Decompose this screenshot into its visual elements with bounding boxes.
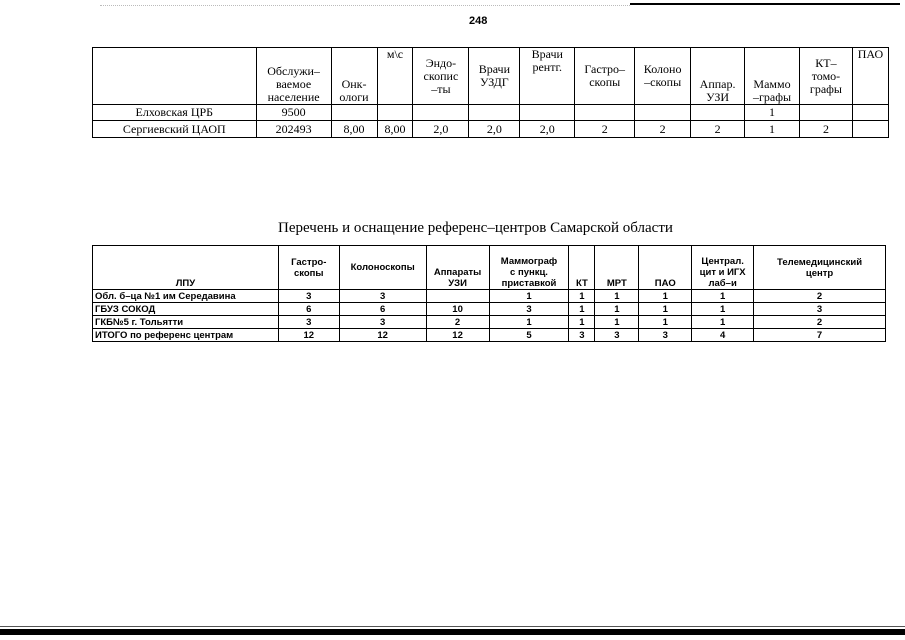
table2-cell: 1 [489, 290, 569, 303]
table2-cell: 7 [754, 329, 886, 342]
table2-cell [426, 290, 489, 303]
table-row [93, 290, 886, 303]
table1-cell: 2 [635, 121, 691, 138]
staff-equipment-table [92, 47, 889, 138]
table1-cell: 1 [745, 121, 800, 138]
table2-cell: 6 [278, 303, 339, 316]
table1-cell [575, 105, 635, 121]
table2-cell: ГБУЗ СОКОД [93, 303, 279, 316]
table1-cell: 202493 [256, 121, 331, 138]
table2-cell: 3 [569, 329, 595, 342]
top-rule [630, 3, 900, 5]
bottom-rule [0, 629, 905, 635]
table-row [93, 105, 889, 121]
table1-header-cell [93, 48, 257, 105]
bottom-rule-thin [0, 626, 905, 627]
table2-cell: 1 [692, 290, 754, 303]
table2-cell: 3 [489, 303, 569, 316]
top-rule-dotted [100, 5, 630, 6]
table1-cell [469, 105, 520, 121]
table1-cell: 2,0 [469, 121, 520, 138]
table1-cell: 2 [799, 121, 852, 138]
table2-cell: 1 [489, 316, 569, 329]
table1-cell [331, 105, 377, 121]
table2-cell: 6 [339, 303, 426, 316]
table1-header-cell: Врачи рентг. [520, 48, 575, 105]
table1-cell: 8,00 [377, 121, 413, 138]
table2-header-cell: Гастро- скопы [278, 246, 339, 290]
table1-cell [691, 105, 745, 121]
table2-cell: ГКБ№5 г. Тольятти [93, 316, 279, 329]
table1-header-cell: м\с [377, 48, 413, 105]
table1-cell: Сергиевский ЦАОП [93, 121, 257, 138]
reference-centers-title: Перечень и оснащение референс–центров Самарской области [278, 220, 673, 236]
table2-cell: ИТОГО по референс центрам [93, 329, 279, 342]
table1-cell: 8,00 [331, 121, 377, 138]
table1-cell [635, 105, 691, 121]
table2-cell: 4 [692, 329, 754, 342]
table2-cell: 1 [595, 303, 639, 316]
table1-header-cell: ПАО [852, 48, 888, 105]
table2-cell: 1 [692, 303, 754, 316]
table1-cell [377, 105, 413, 121]
table2-cell: 2 [426, 316, 489, 329]
table2-cell: 1 [692, 316, 754, 329]
table2-cell: 3 [339, 316, 426, 329]
table2-header-cell: ЛПУ [93, 246, 279, 290]
table-total-row [93, 329, 886, 342]
reference-centers-table [92, 245, 886, 342]
table2-header-cell: КТ [569, 246, 595, 290]
table2-cell: 3 [639, 329, 692, 342]
table1-header-cell: Врачи УЗДГ [469, 48, 520, 105]
table2-cell: 1 [569, 290, 595, 303]
table1-cell [520, 105, 575, 121]
table2-header-cell: Телемедицинский центр [754, 246, 886, 290]
table2-header-cell: ПАО [639, 246, 692, 290]
table2-header-cell: Аппараты УЗИ [426, 246, 489, 290]
table2-cell: 12 [339, 329, 426, 342]
table1-header-row [93, 48, 889, 105]
table1-header-cell: КТ– томо- графы [799, 48, 852, 105]
table2-cell: 1 [595, 316, 639, 329]
table2-cell: 1 [639, 316, 692, 329]
table2-header-cell: Колоноскопы [339, 246, 426, 290]
table2-header-cell: Централ. цит и ИГХ лаб–и [692, 246, 754, 290]
table2-header-cell: МРТ [595, 246, 639, 290]
table2-cell: Обл. б–ца №1 им Середавина [93, 290, 279, 303]
page-number: 248 [469, 15, 488, 27]
table1-header-cell: Аппар. УЗИ [691, 48, 745, 105]
table1-cell [799, 105, 852, 121]
table1-cell [852, 121, 888, 138]
table1-cell: 2,0 [520, 121, 575, 138]
table2-cell: 2 [754, 316, 886, 329]
table1-cell: 1 [745, 105, 800, 121]
table2-cell: 1 [569, 316, 595, 329]
table2-cell: 3 [278, 316, 339, 329]
table2-cell: 3 [754, 303, 886, 316]
table1-header-cell: Колоно –скопы [635, 48, 691, 105]
table2-cell: 12 [426, 329, 489, 342]
table1-cell: 2 [575, 121, 635, 138]
table1-cell: Елховская ЦРБ [93, 105, 257, 121]
table2-cell: 10 [426, 303, 489, 316]
table1-cell [852, 105, 888, 121]
table2-cell: 3 [595, 329, 639, 342]
table1-header-cell: Обслужи– ваемое население [256, 48, 331, 105]
table1-cell: 9500 [256, 105, 331, 121]
table2-cell: 5 [489, 329, 569, 342]
table2-header-row [93, 246, 886, 290]
table-row [93, 121, 889, 138]
table2-cell: 3 [278, 290, 339, 303]
table1-cell [413, 105, 469, 121]
table2-cell: 1 [595, 290, 639, 303]
table2-cell: 1 [639, 303, 692, 316]
table2-cell: 1 [639, 290, 692, 303]
table1-header-cell: Онк- ологи [331, 48, 377, 105]
table2-cell: 12 [278, 329, 339, 342]
table1-header-cell: Гастро– скопы [575, 48, 635, 105]
table1-header-cell: Маммо –графы [745, 48, 800, 105]
table2-cell: 3 [339, 290, 426, 303]
table1-cell: 2,0 [413, 121, 469, 138]
table-row [93, 303, 886, 316]
table1-header-cell: Эндо- скопис –ты [413, 48, 469, 105]
table2-cell: 2 [754, 290, 886, 303]
table2-header-cell: Маммограф с пункц. приставкой [489, 246, 569, 290]
table2-cell: 1 [569, 303, 595, 316]
table-row [93, 316, 886, 329]
table1-cell: 2 [691, 121, 745, 138]
